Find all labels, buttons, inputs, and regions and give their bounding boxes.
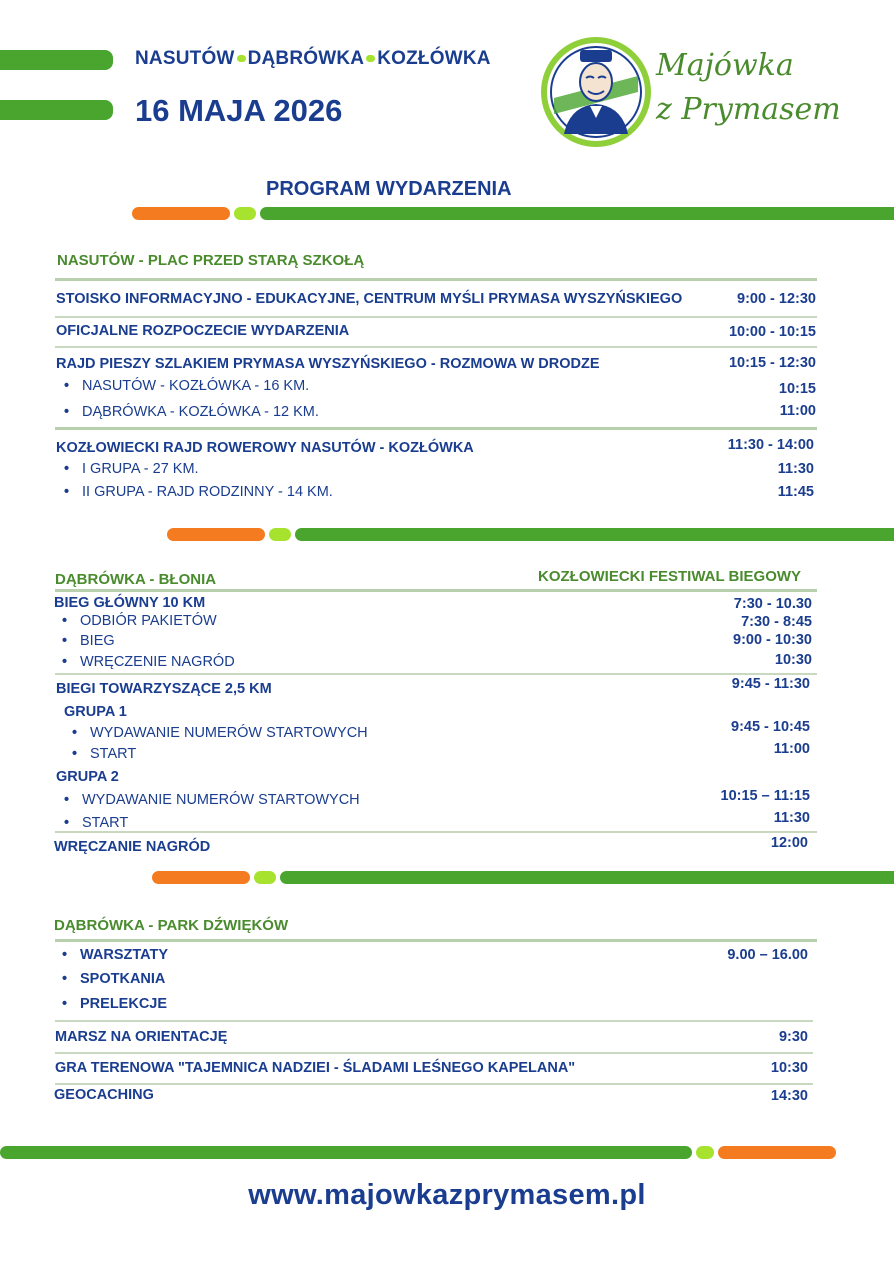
separator — [55, 831, 817, 833]
divider-orange — [167, 528, 265, 541]
logo-text-line1: Majówka — [656, 48, 794, 83]
list-item: • I GRUPA - 27 KM. — [64, 461, 199, 477]
list-item: • START — [64, 815, 128, 831]
section1-title: NASUTÓW - PLAC PRZED STARĄ SZKOŁĄ — [57, 252, 365, 269]
row-time: 11:30 - 14:00 — [727, 437, 814, 453]
divider-green — [295, 528, 894, 541]
logo-text-line2: z Prymasem — [656, 92, 841, 127]
row-label: GRA TERENOWA "TAJEMNICA NADZIEI - ŚLADAMI LEŚNEGO KAPELANA" — [55, 1060, 576, 1076]
item-time: 10:30 — [774, 652, 812, 668]
footer-divider-lime — [696, 1146, 714, 1159]
item-time: 7:30 - 8:45 — [741, 614, 812, 630]
header-bar-bottom — [0, 100, 113, 120]
section2-title: DĄBRÓWKA - BŁONIA — [55, 571, 217, 588]
separator — [55, 427, 817, 430]
list-item: • START — [72, 746, 136, 762]
row-time: 9:45 - 11:30 — [731, 676, 810, 692]
item-time: 11:30 — [777, 461, 814, 477]
item-time: 11:30 — [773, 810, 810, 826]
list-item: • WARSZTATY — [62, 947, 168, 963]
divider-orange — [152, 871, 250, 884]
row-time: 7:30 - 10.30 — [733, 596, 812, 612]
row-time: 10:00 - 10:15 — [728, 324, 816, 340]
row-label: KOZŁOWIECKI RAJD ROWEROWY NASUTÓW - KOZŁÓWKA — [56, 440, 474, 456]
footer-divider-green — [0, 1146, 692, 1159]
row-label: STOISKO INFORMACYJNO - EDUKACYJNE, CENTRUM MYŚLI PRYMASA WYSZYŃSKIEGO — [56, 291, 683, 307]
row-label: OFICJALNE ROZPOCZECIE WYDARZENIA — [56, 323, 350, 339]
divider-lime — [234, 207, 256, 220]
row-time: 9:30 — [778, 1029, 808, 1045]
row-time: 10:15 - 12:30 — [728, 355, 816, 371]
list-item: • BIEG — [62, 633, 115, 649]
separator — [55, 1020, 813, 1022]
list-item: • WYDAWANIE NUMERÓW STARTOWYCH — [64, 792, 360, 808]
separator — [55, 939, 817, 942]
row-label: BIEGI TOWARZYSZĄCE 2,5 KM — [56, 681, 272, 697]
group-label: GRUPA 2 — [56, 769, 119, 785]
row-time: 9:00 - 12:30 — [737, 291, 816, 307]
item-time: 10:15 – 11:15 — [720, 788, 810, 804]
separator — [55, 673, 817, 675]
section3-title: DĄBRÓWKA - PARK DŹWIĘKÓW — [54, 917, 289, 934]
list-item: • WYDAWANIE NUMERÓW STARTOWYCH — [72, 725, 368, 741]
footer-url[interactable]: www.majowkazprymasem.pl — [248, 1179, 646, 1211]
section2-subtitle: KOZŁOWIECKI FESTIWAL BIEGOWY — [538, 568, 802, 585]
divider-lime — [254, 871, 276, 884]
list-item: • DĄBRÓWKA - KOZŁÓWKA - 12 KM. — [64, 404, 319, 420]
program-title: PROGRAM WYDARZENIA — [266, 178, 512, 200]
divider-lime — [269, 528, 291, 541]
list-item: • WRĘCZENIE NAGRÓD — [62, 654, 235, 670]
header-locations: NASUTÓW DĄBRÓWKA KOZŁÓWKA — [135, 48, 491, 69]
list-item: • NASUTÓW - KOZŁÓWKA - 16 KM. — [64, 378, 309, 394]
separator — [55, 278, 817, 281]
item-time: 11:45 — [777, 484, 814, 500]
list-item: • ODBIÓR PAKIETÓW — [62, 613, 217, 629]
item-time: 9:45 - 10:45 — [731, 719, 810, 735]
list-item: • II GRUPA - RAJD RODZINNY - 14 KM. — [64, 484, 333, 500]
row-time: 14:30 — [770, 1088, 808, 1104]
group-label: GRUPA 1 — [64, 704, 127, 720]
item-time: 11:00 — [779, 403, 816, 419]
separator — [55, 589, 817, 592]
list-item: • SPOTKANIA — [62, 971, 165, 987]
footer-divider-orange — [718, 1146, 836, 1159]
separator — [55, 1083, 813, 1085]
header-bar-top — [0, 50, 113, 70]
item-time: 11:00 — [773, 741, 810, 757]
separator — [55, 1052, 813, 1054]
divider-orange — [132, 207, 230, 220]
separator — [55, 316, 817, 318]
row-label: WRĘCZANIE NAGRÓD — [54, 839, 211, 855]
header-date: 16 MAJA 2026 — [135, 93, 343, 128]
divider-green — [260, 207, 894, 220]
row-time: 9.00 – 16.00 — [727, 947, 808, 963]
row-label: RAJD PIESZY SZLAKIEM PRYMASA WYSZYŃSKIEGO - ROZMOWA W DRODZE — [56, 356, 600, 372]
logo — [540, 36, 870, 151]
row-label: GEOCACHING — [54, 1087, 154, 1103]
item-time: 9:00 - 10:30 — [733, 632, 812, 648]
separator — [55, 346, 817, 348]
row-label: MARSZ NA ORIENTACJĘ — [55, 1029, 228, 1045]
item-time: 10:15 — [778, 381, 816, 397]
row-label: BIEG GŁÓWNY 10 KM — [54, 595, 206, 611]
list-item: • PRELEKCJE — [62, 996, 167, 1012]
row-time: 12:00 — [770, 835, 808, 851]
divider-green — [280, 871, 894, 884]
prymas-portrait-icon — [540, 36, 652, 148]
row-time: 10:30 — [770, 1060, 808, 1076]
